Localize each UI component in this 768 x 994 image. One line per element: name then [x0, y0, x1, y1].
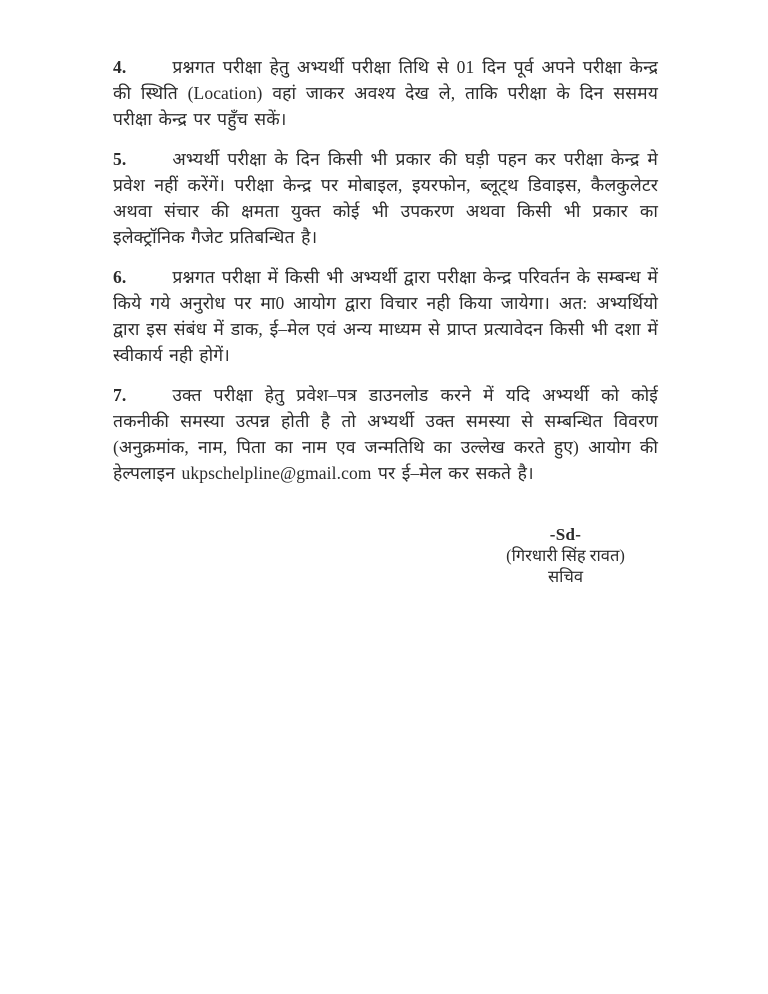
- paragraph-6-number: 6.: [113, 267, 127, 287]
- paragraph-7-number: 7.: [113, 385, 127, 405]
- paragraph-6-text: प्रश्नगत परीक्षा में किसी भी अभ्यर्थी द्वारा परीक्षा केन्द्र परिवर्तन के सम्बन्ध में किये गये अनुरोध पर मा0 आयोग द्वारा विचार नही किया जायेगा। अत: अभ्यर्थियो द्वारा इस संबंध में डाक, ई–मेल एवं अन्य माध्यम से प्राप्त प्रत्यावेदन किसी भी दशा में स्वीकार्य नही होगें।: [113, 267, 658, 365]
- paragraph-7-text-before: उक्त परीक्षा हेतु प्रवेश–पत्र डाउनलोड करने में यदि अभ्यर्थी को कोई तकनीकी समस्या उत्पन्न होती है तो अभ्यर्थी उक्त समस्या से सम्बन्धित विवरण (अनुक्रमांक, नाम, पिता का नाम एव जन्मतिथि का उल्लेख करते हुए) आयोग की हेल्पलाइन: [113, 385, 658, 483]
- paragraph-5-number: 5.: [113, 149, 127, 169]
- signature-name: (गिरधारी सिंह रावत): [506, 546, 625, 565]
- paragraph-5-text: अभ्यर्थी परीक्षा के दिन किसी भी प्रकार की घड़ी पहन कर परीक्षा केन्द्र मे प्रवेश नहीं करेंगें। परीक्षा केन्द्र पर मोबाइल, इयरफोन, ब्लूट्थ डिवाइस, कैलकुलेटर अथवा संचार की क्षमता युक्त कोई भी उपकरण अथवा किसी भी प्रकार का इलेक्ट्रॉनिक गैजेट प्रतिबन्धित है।: [113, 149, 658, 247]
- paragraph-6: [113, 264, 658, 368]
- signature-sd: -Sd-: [549, 525, 582, 544]
- paragraph-4: [113, 54, 658, 132]
- paragraph-5: [113, 146, 658, 250]
- paragraph-7-text-after: पर ई–मेल कर सकते है।: [371, 463, 534, 483]
- signature-block: [473, 524, 658, 587]
- signature-title: सचिव: [547, 567, 584, 586]
- paragraph-4-text: प्रश्नगत परीक्षा हेतु अभ्यर्थी परीक्षा तिथि से 01 दिन पूर्व अपने परीक्षा केन्द्र की स्थिति (Location) वहां जाकर अवश्य देख ले, ताकि परीक्षा के दिन ससमय परीक्षा केन्द्र पर पहुँच सकें।: [113, 57, 658, 129]
- paragraph-7: [113, 382, 658, 486]
- email-address: ukpschelpline@gmail.com: [181, 463, 372, 483]
- paragraph-4-number: 4.: [113, 57, 127, 77]
